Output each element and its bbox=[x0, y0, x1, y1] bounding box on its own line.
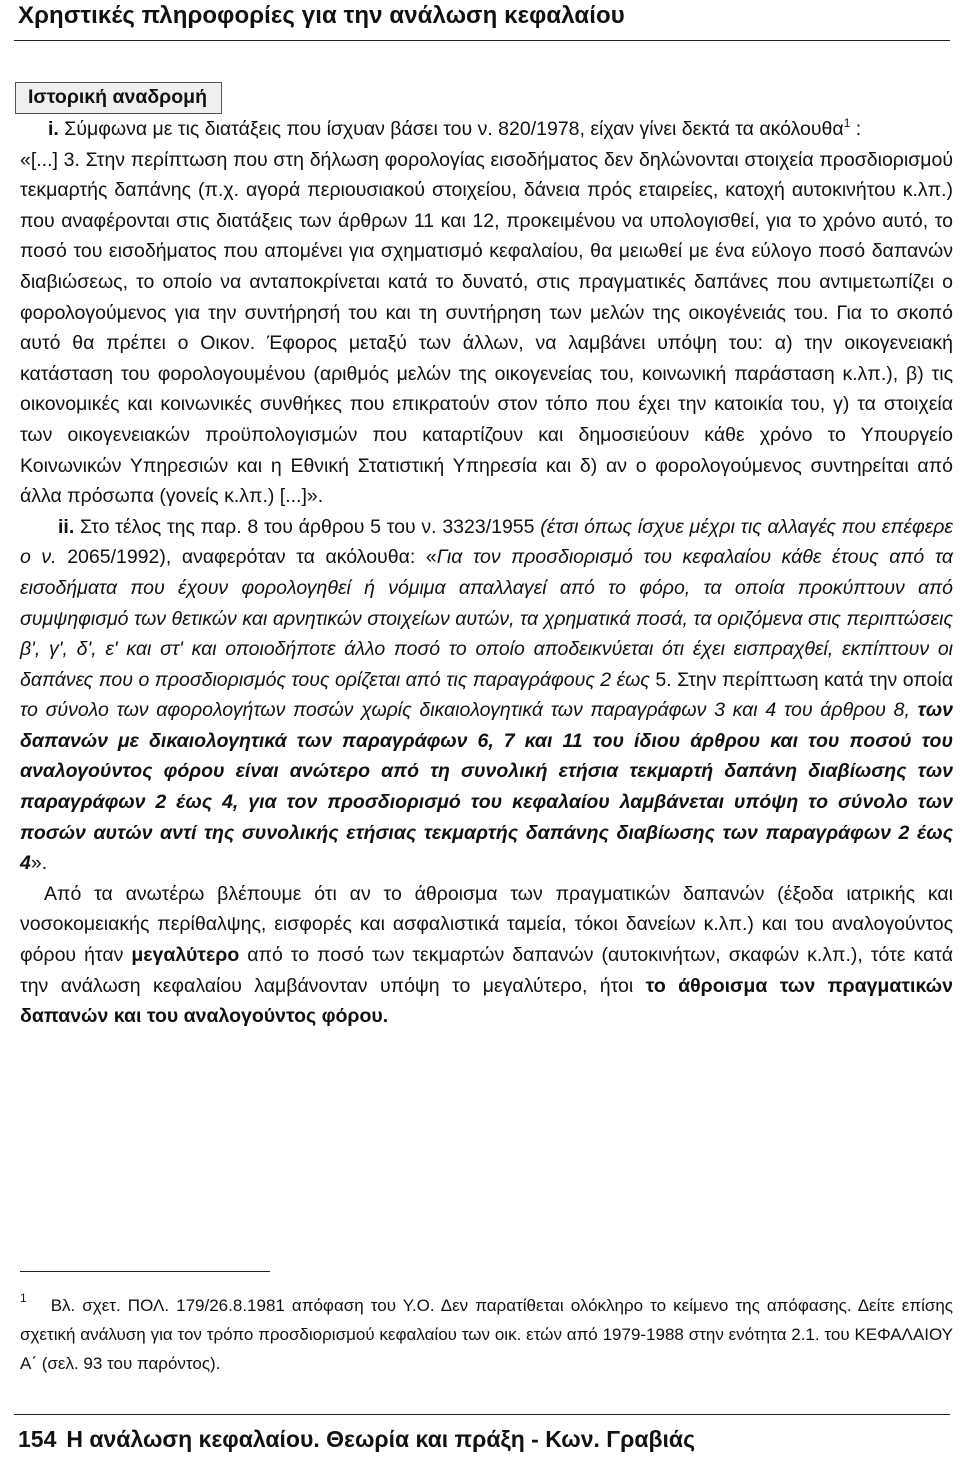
paragraph-i bbox=[20, 114, 953, 145]
page-footer bbox=[18, 1426, 695, 1453]
summary-text-1: Από τα ανωτέρω βλέπουμε ότι αν το άθροισμα των πραγματικών δαπανών (έξοδα ιατρικής και νοσοκομειακής περίθαλψης, εισφορές και ασφαλιστικά ταμεία, τόκοι δανείων κ.λπ.) και του αναλογούντος φόρου ήταν bbox=[20, 882, 953, 967]
page-number: 154 bbox=[18, 1426, 57, 1452]
quote-close: ». bbox=[30, 852, 48, 875]
paragraph-ii-lead-law: 2065/1992), αναφερόταν τα ακόλουθα: « bbox=[56, 546, 437, 569]
footer-divider bbox=[14, 1414, 950, 1415]
footnote-divider bbox=[20, 1271, 270, 1272]
quote-italic-2: το σύνολο των αφορολογήτων ποσών χωρίς δικαιολογητικά των παραγράφων 3 και 4 του άρθρου 8, bbox=[20, 699, 910, 722]
body-text bbox=[20, 114, 953, 1032]
quote-bold: των δαπανών με δικαιολογητικά των παραγράφων 6, 7 και 11 του ίδιου άρθρου και του ποσού του αναλογούντος φόρου είναι ανώτερο από τη συνολική ετήσια τεκμαρτή δαπάνη διαβίωσης των παραγράφων 2 έως 4, για τον προσδιορισμό του κεφαλαίου λαμβάνεται υπόψη το σύνολο των ποσών αυτών αντί της συνολικής ετήσιας τεκμαρτής δαπάνης διαβίωσης των παραγράφων 2 έως 4 bbox=[20, 699, 954, 875]
header-divider bbox=[14, 40, 950, 41]
section-heading: Ιστορική αναδρομή bbox=[15, 82, 222, 114]
summary-bold-2: το άθροισμα των πραγματικών δαπανών και του αναλογούντος φόρου. bbox=[20, 974, 954, 1028]
paragraph-i-after: : bbox=[850, 118, 862, 140]
paragraph-ii-lead: Στο τέλος της παρ. 8 του άρθρου 5 του ν. 3323/1955 bbox=[80, 515, 541, 538]
footnote-text: Βλ. σχετ. ΠΟΛ. 179/26.8.1981 απόφαση του Υ.Ο. Δεν παρατίθεται ολόκληρο το κείμενο της απόφασης. Δείτε επίσης σχετική ανάλυση για τον τρόπο προσδιορισμού κεφαλαίου των οικ. ετών από 1979-1988 στην ενότητα 2.1. του ΚΕΦΑΛΑΙΟΥ Α΄ (σελ. 93 του παρόντος). bbox=[20, 1296, 953, 1373]
paragraph-ii-lead-italic: (έτσι όπως ίσχυε μέχρι τις αλλαγές που επέφερε ο ν. bbox=[20, 515, 953, 569]
quote-law-820: «[...] 3. Στην περίπτωση που στη δήλωση φορολογίας εισοδήματος δεν δηλώνονται στοιχεία προσδιορισμού τεκμαρτής δαπάνης (π.χ. αγορά περιουσιακού στοιχείου, δάνεια πρός εταιρείες, κατοχή αυτοκινήτου κ.λπ.) που αναφέρονται στις διατάξεις των άρθρων 11 και 12, προκειμένου να υπολογισθεί, για το χρόνο αυτό, το ποσό του εισοδήματος που απομένει για σχηματισμό κεφαλαίου, θα μειωθεί με ένα εύλογο ποσό δαπανών διαβιώσεως, το οποίο να ανταποκρίνεται κατά το δυνατό, στις πραγματικές δαπάνες που αντιμετωπίζει ο φορολογούμενος για την συντήρησή του και τη συντήρηση των μελών της οικογένειάς του. Για το σκοπό αυτό θα πρέπει ο Οικον. Έφορος μεταξύ των άλλων, να λαμβάνει υπόψη του: α) την οικογενειακή κατάσταση του φορολογουμένου (αριθμός μελών της οικογενείας του, κοινωνική παράσταση κ.λπ.), β) τις οικονομικές και κοινωνικές συνθήκες που επικρατούν στον τόπο που έχει την κατοικία του, γ) τα στοιχεία των οικογενειακών προϋπολογισμών που καταρτίζουν και δημοσιεύουν κάθε χρόνο το Υπουργείο Κοινωνικών Υπηρεσιών και η Εθνική Στατιστική Υπηρεσία και δ) αν ο φορολογούμενος συντηρείται από άλλα πρόσωπα (γονείς κ.λπ.) [...]». bbox=[20, 148, 953, 508]
paragraph-i-text: Σύμφωνα με τις διατάξεις που ίσχυαν βάσει του ν. 820/1978, είχαν γίνει δεκτά τα ακόλουθα bbox=[64, 118, 844, 140]
list-marker-ii: ii. bbox=[58, 515, 75, 538]
paragraph-ii bbox=[20, 512, 953, 879]
quote-plain: 5. Στην περίπτωση κατά την οποία bbox=[649, 668, 953, 691]
book-title: Η ανάλωση κεφαλαίου. Θεωρία και πράξη - Κων. Γραβιάς bbox=[66, 1426, 696, 1452]
quote-italic: Για τον προσδιορισμό του κεφαλαίου κάθε έτους από τα εισοδήματα που έχουν φορολογηθεί ή νόμιμα απαλλαγεί από το φόρο, τα οποία προκύπτουν από συμψηφισμό των θετικών και αρνητικών στοιχείων αυτών, τα χρηματικά ποσά, τα οριζόμενα στις περιπτώσεις β', γ', δ', ε' και στ' και οποιοδήποτε άλλο ποσό το οποίο αποδεικνύεται ότι έχει εισπραχθεί, εκπίπτουν οι δαπάνες που ο προσδιορισμός τους ορίζεται από τις παραγράφους 2 έως bbox=[20, 546, 953, 691]
paragraph-summary bbox=[20, 879, 953, 1032]
running-header-title: Χρηστικές πληροφορίες για την ανάλωση κεφαλαίου bbox=[18, 2, 625, 29]
footnote-ref[interactable]: 1 bbox=[843, 116, 851, 130]
summary-bold-1: μεγαλύτερο bbox=[131, 944, 240, 967]
footnote bbox=[20, 1291, 953, 1378]
list-marker-i: i. bbox=[48, 118, 59, 140]
footnote-mark: 1 bbox=[20, 1291, 27, 1305]
summary-text-2: από το ποσό των τεκμαρτών δαπανών (αυτοκινήτων, σκαφών κ.λπ.), τότε κατά την ανάλωση κεφαλαίου λαμβάνονταν υπόψη το μεγαλύτερο, ήτοι bbox=[20, 944, 953, 997]
